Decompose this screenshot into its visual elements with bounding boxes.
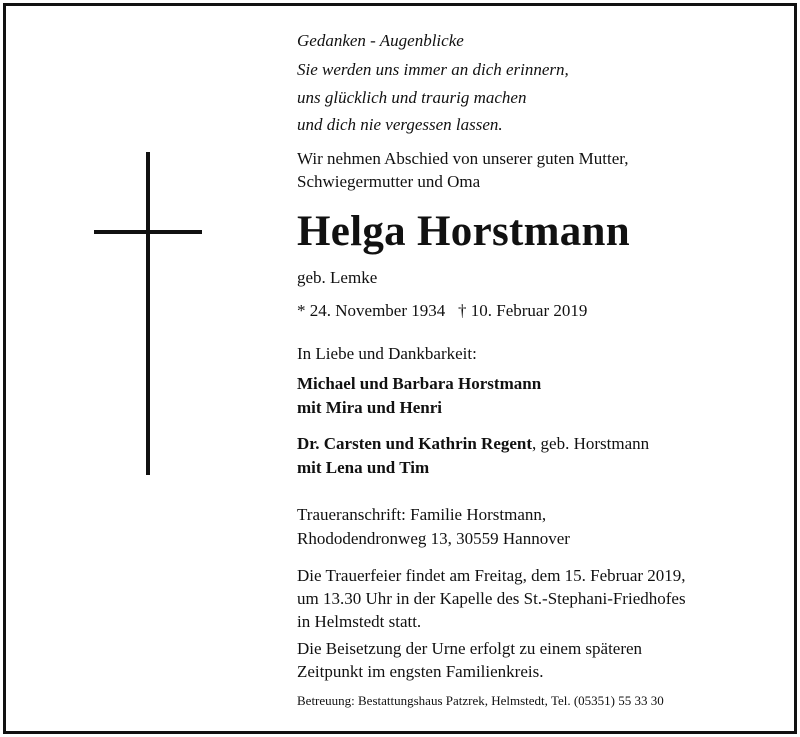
- burial-line-1: Die Beisetzung der Urne erfolgt zu einem späteren: [297, 639, 643, 658]
- poem-line-4: und dich nie vergessen lassen.: [297, 115, 503, 134]
- family-1-children: mit Mira und Henri: [297, 398, 442, 417]
- family-2-suffix: , geb. Horstmann: [532, 434, 650, 453]
- birth-name: geb. Lemke: [297, 268, 378, 287]
- family-2-children: mit Lena und Tim: [297, 458, 430, 477]
- intro-line-2: Schwiegermutter und Oma: [297, 172, 481, 191]
- ceremony-line-2: um 13.30 Uhr in der Kapelle des St.-Stephani-Friedhofes: [297, 589, 686, 608]
- ceremony-line-3: in Helmstedt statt.: [297, 612, 422, 631]
- address-line-2: Rhododendronweg 13, 30559 Hannover: [297, 529, 570, 548]
- cross-vertical-bar: [146, 152, 150, 475]
- poem-line-1: Gedanken - Augenblicke: [297, 31, 464, 50]
- intro-line-1: Wir nehmen Abschied von unserer guten Mutter,: [297, 149, 629, 168]
- family-2-line: [297, 433, 649, 455]
- poem-line-2: Sie werden uns immer an dich erinnern,: [297, 60, 569, 79]
- family-1-names: Michael und Barbara Horstmann: [297, 374, 542, 393]
- cross-horizontal-bar: [94, 230, 202, 234]
- family-2-names: Dr. Carsten und Kathrin Regent: [297, 434, 533, 453]
- ceremony-line-1: Die Trauerfeier findet am Freitag, dem 15. Februar 2019,: [297, 566, 686, 585]
- life-dates: * 24. November 1934 † 10. Februar 2019: [297, 301, 588, 320]
- love-line: In Liebe und Dankbarkeit:: [297, 344, 477, 363]
- poem-line-3: uns glücklich und traurig machen: [297, 88, 527, 107]
- footer-undertaker: Betreuung: Bestattungshaus Patzrek, Helmstedt, Tel. (05351) 55 33 30: [297, 693, 664, 708]
- deceased-name: Helga Horstmann: [297, 208, 630, 255]
- address-line-1: Traueranschrift: Familie Horstmann,: [297, 505, 547, 524]
- burial-line-2: Zeitpunkt im engsten Familienkreis.: [297, 662, 544, 681]
